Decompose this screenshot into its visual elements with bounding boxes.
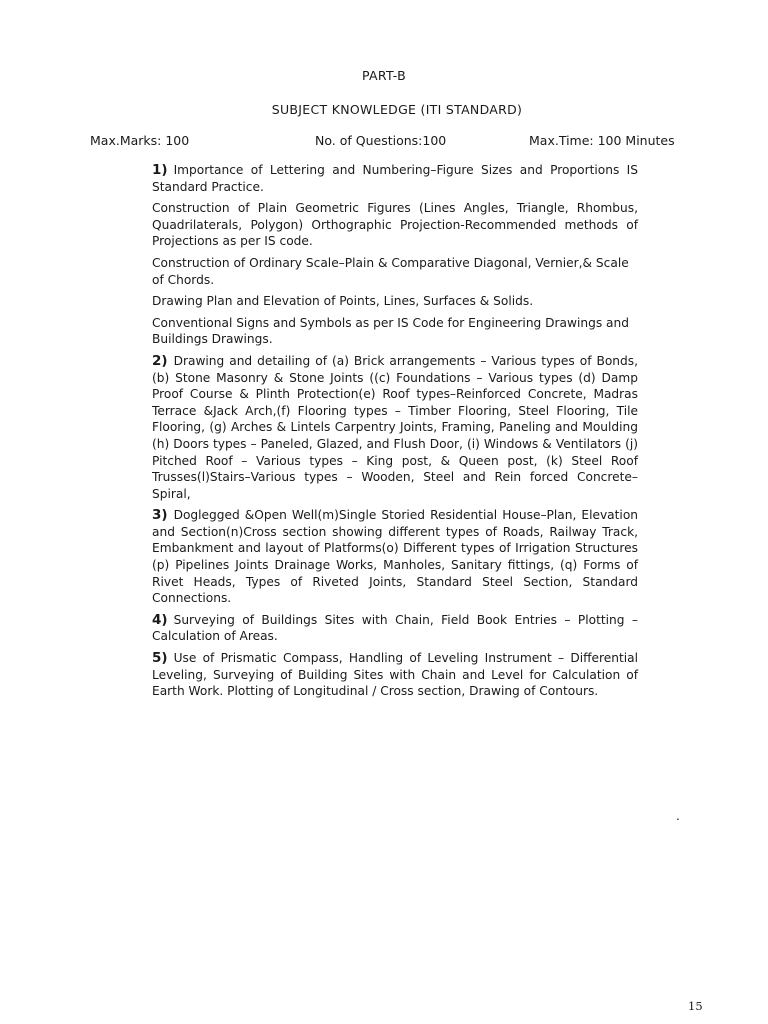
section-number: 1)	[152, 162, 168, 178]
section-text: Surveying of Buildings Sites with Chain, Field Book Entries – Plotting – Calculation of Areas.	[152, 612, 638, 644]
max-marks: Max.Marks: 100	[90, 133, 190, 148]
stray-dot: .	[676, 809, 680, 823]
section-4	[152, 612, 638, 645]
max-time: Max.Time: 100 Minutes	[529, 133, 675, 148]
section-number: 3)	[152, 507, 168, 524]
subject-title: SUBJECT KNOWLEDGE (ITI STANDARD)	[271, 102, 523, 117]
section-1-item-4: Drawing Plan and Elevation of Points, Lines, Surfaces & Solids.	[152, 294, 534, 309]
section-2	[152, 353, 638, 502]
section-5	[152, 650, 638, 700]
section-1-item-2: Construction of Plain Geometric Figures (Lines Angles, Triangle, Rhombus, Quadrilaterals, Polygon) Orthographic Projection-Recommended methods of Projections as per IS code.	[152, 201, 638, 249]
question-count: No. of Questions:100	[315, 133, 447, 148]
section-text: Doglegged &Open Well(m)Single Storied Residential House–Plan, Elevation and Section(n)Cross section showing different types of Roads, Railway Track, Embankment and layout of Platforms(o) Different types of Irrigation Structures (p) Pipelines Joints Drainage Works, Manholes, Sanitary fittings, (q) Forms of Rivet Heads, Types of Riveted Joints, Standard Steel Section, Standard Connections.	[152, 508, 638, 606]
syllabus-content	[152, 162, 638, 705]
section-1-item-5: Conventional Signs and Symbols as per IS Code for Engineering Drawings and Buildings Drawings.	[152, 315, 629, 347]
section-1-item-3: Construction of Ordinary Scale–Plain & Comparative Diagonal, Vernier,& Scale of Chords.	[152, 255, 629, 287]
part-heading: PART-B	[362, 68, 406, 83]
section-1-item-1	[152, 162, 638, 195]
section-number: 5)	[152, 650, 168, 667]
section-text: Drawing and detailing of (a) Brick arrangements – Various types of Bonds, (b) Stone Masonry & Stone Joints ((c) Foundations – Various types (d) Damp Proof Course & Plinth Protection(e) Roof types–Reinforced Concrete, Madras Terrace &Jack Arch,(f) Flooring types – Timber Flooring, Steel Flooring, Tile Flooring, (g) Arches & Lintels Carpentry Joints, Framing, Paneling and Moulding (h) Doors types – Paneled, Glazed, and Flush Door, (i) Windows & Ventilators (j) Pitched Roof – Various types – King post, & Queen post, (k) Steel Roof Trusses(l)Stairs–Various types – Wooden, Steel and Rein forced Concrete– Spiral,	[152, 353, 638, 501]
section-text: Importance of Lettering and Numbering–Figure Sizes and Proportions IS Standard Practice.	[152, 163, 638, 194]
section-3	[152, 507, 638, 607]
section-text: Use of Prismatic Compass, Handling of Leveling Instrument – Differential Leveling, Surveying of Building Sites with Chain and Level for Calculation of Earth Work. Plotting of Longitudinal / Cross section, Drawing of Contours.	[152, 651, 638, 699]
page-number: 15	[688, 999, 703, 1013]
section-number: 2)	[152, 352, 168, 369]
section-number: 4)	[152, 611, 168, 628]
